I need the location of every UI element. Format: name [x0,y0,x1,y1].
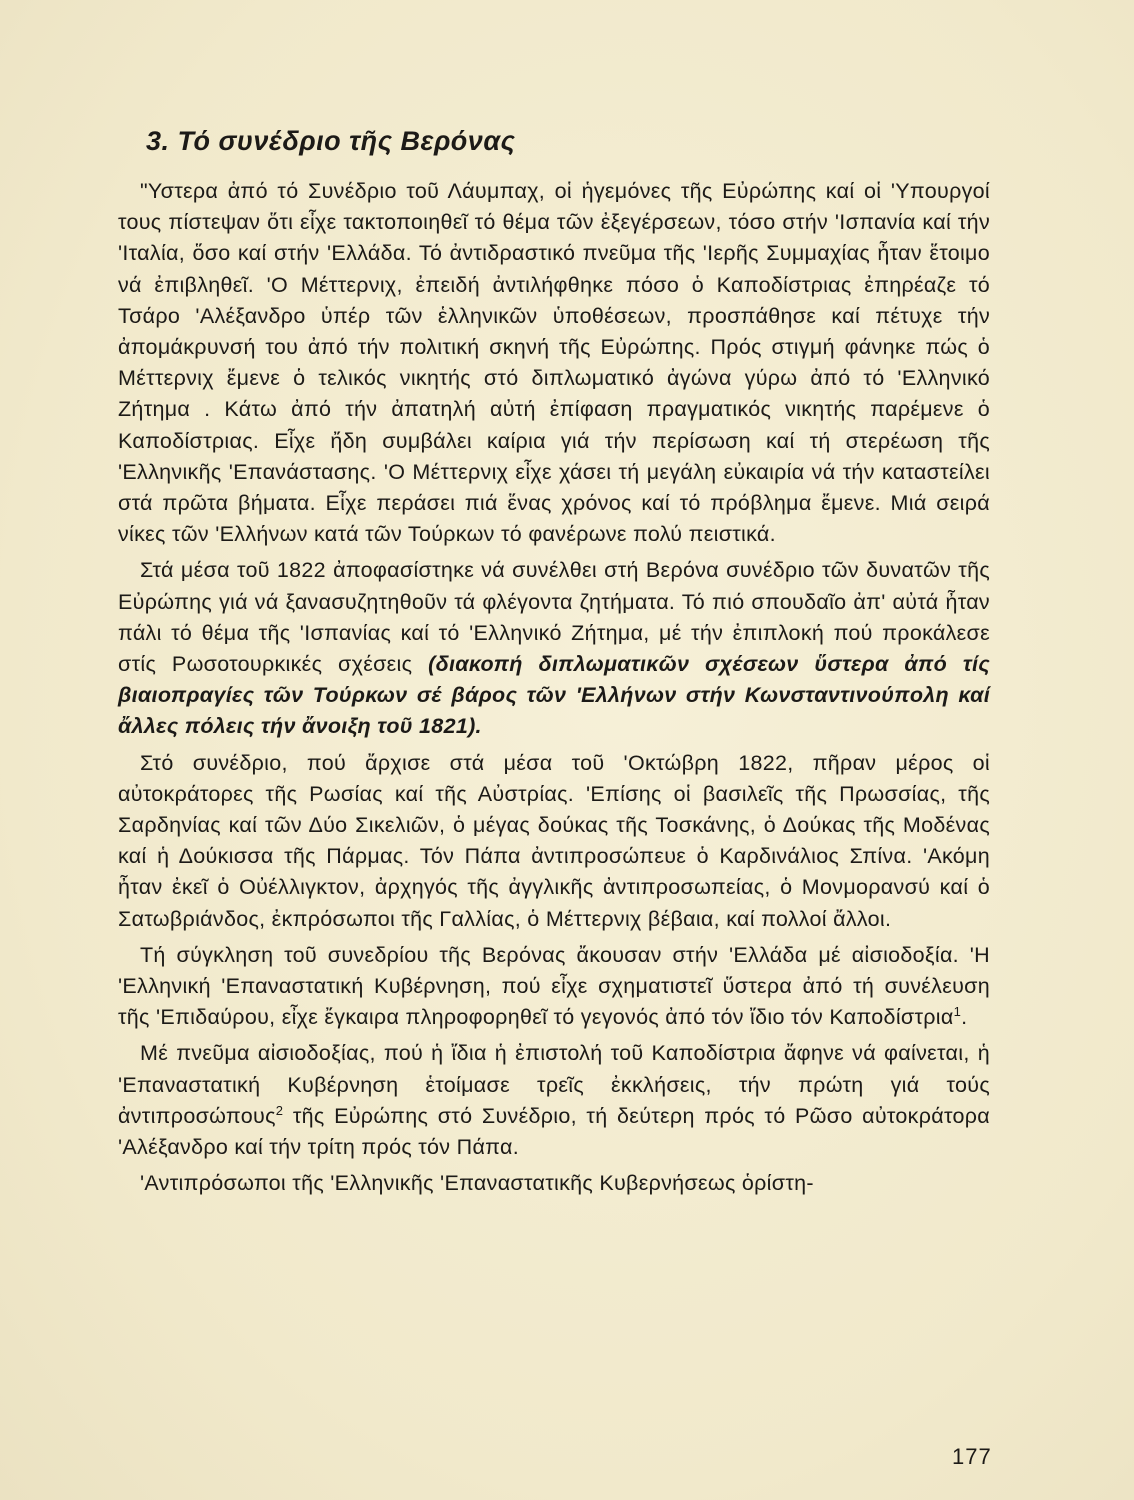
paragraph-5-end: τῆς Εὐρώπης στό Συνέδριο, τή δεύτερη πρός τό Ρῶσο αὐτοκράτορα 'Αλέξανδρο καί τήν τρίτη πρός τόν Πάπα. [118,1103,990,1160]
body-text [118,176,990,1200]
paragraph-4-text: Τή σύγκληση τοῦ συνεδρίου τῆς Βερόνας ἄκουσαν στήν 'Ελλάδα μέ αἰσιοδοξία. 'Η 'Ελληνική 'Επαναστατική Κυβέρνηση, πού εἶχε σχηματιστεῖ ὕστερα ἀπό τή συνέλευση τῆς 'Επιδαύρου, εἶχε ἔγκαιρα πληροφορηθεῖ τό γεγονός ἀπό τόν ἴδιο τόν Καποδίστρια [118,942,990,1030]
paragraph-2 [118,555,990,742]
paragraph-5-text: Μέ πνεῦμα αἰσιοδοξίας, πού ἡ ἴδια ἡ ἐπιστολή τοῦ Καποδίστρια ἄφηνε νά φαίνεται, ἡ 'Επαναστατική Κυβέρνηση ἑτοίμασε τρεῖς ἐκκλήσεις, τήν πρώτη γιά τούς ἀντιπροσώπους [118,1041,990,1128]
paragraph-4 [118,940,990,1034]
paragraph-4-end: . [961,1005,968,1030]
paragraph-2-text: Στά μέσα τοῦ 1822 ἀποφασίστηκε νά συνέλθει στή Βερόνα συνέδριο τῶν δυνατῶν τῆς Εὐρώπης γιά νά ξανασυζητηθοῦν τά φλέγοντα ζητήματα. Τό πιό σπουδαῖο ἀπ' αὐτά ἦταν πάλι τό θέμα τῆς 'Ισπανίας καί τό 'Ελληνικό Ζήτημα, μέ τήν ἐπιπλοκή πού προκάλεσε στίς Ρωσοτουρκικές σχέσεις [118,558,990,677]
paragraph-5 [118,1038,990,1163]
paragraph-2-italic: (διακοπή διπλωματικῶν σχέσεων ὕστερα ἀπό τίς βιαιοπραγίες τῶν Τούρκων σέ βάρος τῶν 'Ελλήνων στήν Κωνσταντινούπολη καί ἄλλες πόλεις τήν ἄνοιξη τοῦ 1821). [118,652,991,739]
paragraph-6: 'Αντιπρόσωποι τῆς 'Ελληνικῆς 'Επαναστατικῆς Κυβερνήσεως ὁρίστη- [140,1171,814,1196]
page-number: 177 [952,1444,992,1469]
section-title: 3. Τό συνέδριο τῆς Βερόνας [146,126,516,156]
paragraph-3: Στό συνέδριο, πού ἄρχισε στά μέσα τοῦ 'Οκτώβρη 1822, πῆραν μέρος οἱ αὐτοκράτορες τῆς Ρωσίας καί τῆς Αὐστρίας. 'Επίσης οἱ βασιλεῖς τῆς Πρωσσίας, τῆς Σαρδηνίας καί τῶν Δύο Σικελιῶν, ὁ μέγας δούκας τῆς Τοσκάνης, ὁ Δούκας τῆς Μοδένας καί ἡ Δούκισσα τῆς Πάρμας. Τόν Πάπα ἀντιπροσώπευε ὁ Καρδινάλιος Σπίνα. 'Ακόμη ἦταν ἐκεῖ ὁ Οὐέλλιγκτον, ἀρχηγός τῆς ἀγγλικῆς ἀντιπροσωπείας, ὁ Μονμορανσύ καί ὁ Σατωβριάνδος, ἐκπρόσωποι τῆς Γαλλίας, ὁ Μέττερνιχ βέβαια, καί πολλοί ἄλλοι. [118,750,990,931]
footnote-ref-2: 2 [275,1102,284,1118]
paragraph-1: "Υστερα ἀπό τό Συνέδριο τοῦ Λάυμπαχ, οἱ ἡγεμόνες τῆς Εὐρώπης καί οἱ 'Υπουργοί τους πίστεψαν ὅτι εἶχε τακτοποιηθεῖ τό θέμα τῶν ἐξεγέρσεων, τόσο στήν 'Ισπανία καί τήν 'Ιταλία, ὅσο καί στήν 'Ελλάδα. Τό ἀντιδραστικό πνεῦμα τῆς 'Ιερῆς Συμμαχίας ἦταν ἕτοιμο νά ἐπιβληθεῖ. 'Ο Μέττερνιχ, ἐπειδή ἀντιλήφθηκε πόσο ὁ Καποδίστριας ἐπηρέαζε τό Τσάρο 'Αλέξανδρο ὑπέρ τῶν ἑλληνικῶν ὑποθέσεων, προσπάθησε καί πέτυχε τήν ἀπομάκρυνσή του ἀπό τήν πολιτική σκηνή τῆς Εὐρώπης. Πρός στιγμή φάνηκε πώς ὁ Μέττερνιχ ἔμενε ὁ τελικός νικητής στό διπλωματικό ἀγώνα γύρω ἀπό τό 'Ελληνικό Ζήτημα . Κάτω ἀπό τήν ἀπατηλή αὐτή ἐπίφαση πραγματικός νικητής παρέμενε ὁ Καποδίστριας. Εἶχε ἤδη συμβάλει καίρια γιά τήν περίσωση καί τή στερέωση τῆς 'Ελληνικῆς 'Επανάστασης. 'Ο Μέττερνιχ εἶχε χάσει τή μεγάλη εὐκαιρία νά τήν καταστείλει στά πρῶτα βήματα. Εἶχε περάσει πιά ἕνας χρόνος καί τό πρόβλημα ἔμενε. Μιά σειρά νίκες τῶν 'Ελλήνων κατά τῶν Τούρκων τό φανέρωνε πολύ πειστικά. [118,179,990,547]
footnote-ref-1: 1 [953,1004,962,1020]
